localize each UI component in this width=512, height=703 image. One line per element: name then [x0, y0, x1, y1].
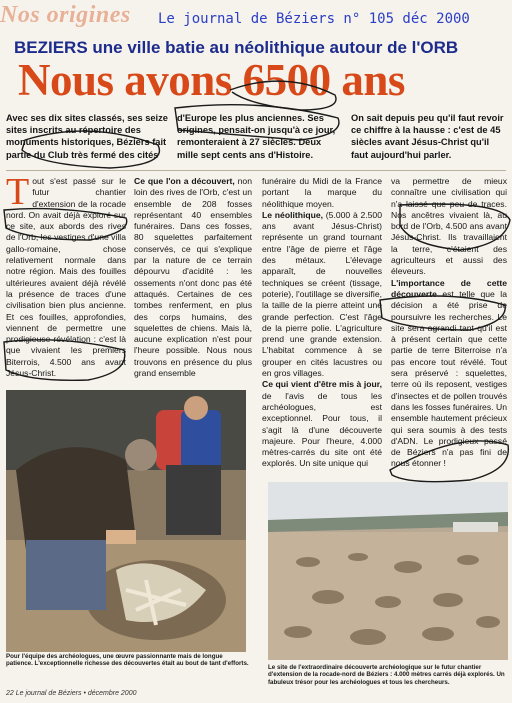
col-3-subhead-2: Ce qui vient d'être mis à jour, — [262, 379, 382, 390]
col-3-subhead-1: Le néolithique, — [262, 209, 324, 220]
col-4-text-a: va permettre de mieux connaître une civilisation qui n'a laissé que peu de traces. Nos ancêtres vivaient là, au bord de l'Orb, 4.500 ans avant Jésus-Christ. Ils travaillaient la terre, c'étaient des agriculteurs et aussi des éleveurs. — [391, 176, 507, 277]
article-col-4 — [391, 176, 507, 486]
col-3-text-b: (5.000 à 2.500 ans avant Jésus-Christ) représente un grand tournant entre l'âge de pierre et l'âge des métaux. L'élevage apparaît, de nouvelles techniques se créent (tissage, poterie), l'outillage se diversifie, la taille de la pierre atteint une grande perfection. C'est l'âge de la pierre polie. L'agriculture prend une grande extension. L'habitat commence à se grouper en cités lacustres ou en gros villages. — [262, 209, 382, 379]
headline: BEZIERS une ville batie au néolithique autour de l'ORB — [14, 38, 459, 57]
lead-col-1: Avec ses dix sites classés, ses seize sites inscrits au répertoire des monuments historiques, Béziers fait partie du Club très fermé des cités — [6, 113, 168, 160]
photo-archaeologists — [6, 390, 246, 652]
caption-left: Pour l'équipe des archéologues, une œuvre passionnante mais de longue patience. L'exceptionnelle richesse des découvertes était au bout de tant d'efforts. — [6, 653, 249, 668]
col-1-text: out s'est passé sur le futur chantier d'extension de la rocade nord. On avait déjà exploré sur ce site, aux abords des rives de l'Orb, les vestiges d'une villa gallo-romaine, chose relativement normale dans notre région. Mais des fouilles ultérieures avaient déjà révélé la présence de traces d'une civilisation bien plus ancienne. Et ces fouilles, approfondies, viennent de permettre une prodigieuse révélation : c'est là que vivaient les premiers Biterrois, 4.500 ans avant Jésus-Christ. — [6, 176, 126, 379]
col-3-text-c: de l'avis de tous les archéologues, est exceptionnel. Pour tous, il s'agit là d'une découverte majeure. Pour l'heure, 4.000 mètres-carrés du site ont été explorés. Un site unique qui — [262, 390, 382, 469]
section-label: Nos origines — [0, 2, 131, 28]
page-title: Nous avons 6500 ans — [18, 55, 405, 105]
page-footer: 22 Le journal de Béziers • décembre 2000 — [6, 690, 137, 697]
col-4-subhead: L'importance de cette découverte — [391, 277, 507, 299]
col-2-text: non loin des rives de l'Orb, c'est un ensemble de 208 fosses représentant 40 ensembles funéraires. Dans ces fosses, 80 squelettes parfaitement conservés, ce qui s'explique par la nature de ce terrain dépourvu d'acidité : les ossements n'ont donc pas été attaqués. Certaines de ces tombes renferment, en plus des corps humains, des squelettes de chiens. Mais là, aucune explication n'est pour l'heure possible. Nous nous trouvons en présence du plus grand ensemble — [134, 176, 252, 379]
col-4-text-b: est telle que la décision a été prise de poursuivre les recherches. Le site sera agrandi tant qu'il est à présent certain que cette partie de terre Biterroise n'a pas encore tout révélé. Tout sera préservé : squelettes, terre où ils reposent, vestiges d'insectes et de pollen trouvés dans les fosses funéraires. Un ensemble hautement précieux qui sera soumis à des tests d'ADN. Le prodigieux passé de Béziers n'a pas fini de nous étonner ! — [391, 288, 507, 469]
drop-cap: T — [6, 176, 30, 213]
journal-reference: Le journal de Béziers n° 105 déc 2000 — [158, 11, 470, 27]
photo-archaeologists-illustration — [6, 390, 246, 652]
col-2-subhead: Ce que l'on a découvert, — [134, 176, 235, 186]
article-col-1 — [6, 176, 126, 386]
photo-excavation-site — [268, 482, 508, 660]
article-col-2 — [134, 176, 252, 384]
col-3-text-a: funéraire du Midi de la France portant la marque du néolithique moyen. — [262, 176, 382, 209]
caption-right: Le site de l'extraordinaire découverte archéologique sur le futur chantier d'extension de la rocade-nord de Béziers : 4.000 mètres carrés déjà explorés. Un fabuleux trésor pour les archéologues et tous les chercheurs. — [268, 664, 505, 686]
lead-col-3: On sait depuis peu qu'il faut revoir ce chiffre à la hausse : c'est de 45 siècles avant Jésus-Christ qu'il faut aujourd'hui parler. — [351, 113, 504, 160]
lead-col-2: d'Europe les plus anciennes. Ses origines, pensait-on jusqu'à ce jour, remonteraient à 27 siècles. Deux mille sept cents ans d'Histoire. — [177, 113, 336, 160]
photo-site-illustration — [268, 482, 508, 660]
divider — [6, 170, 506, 171]
